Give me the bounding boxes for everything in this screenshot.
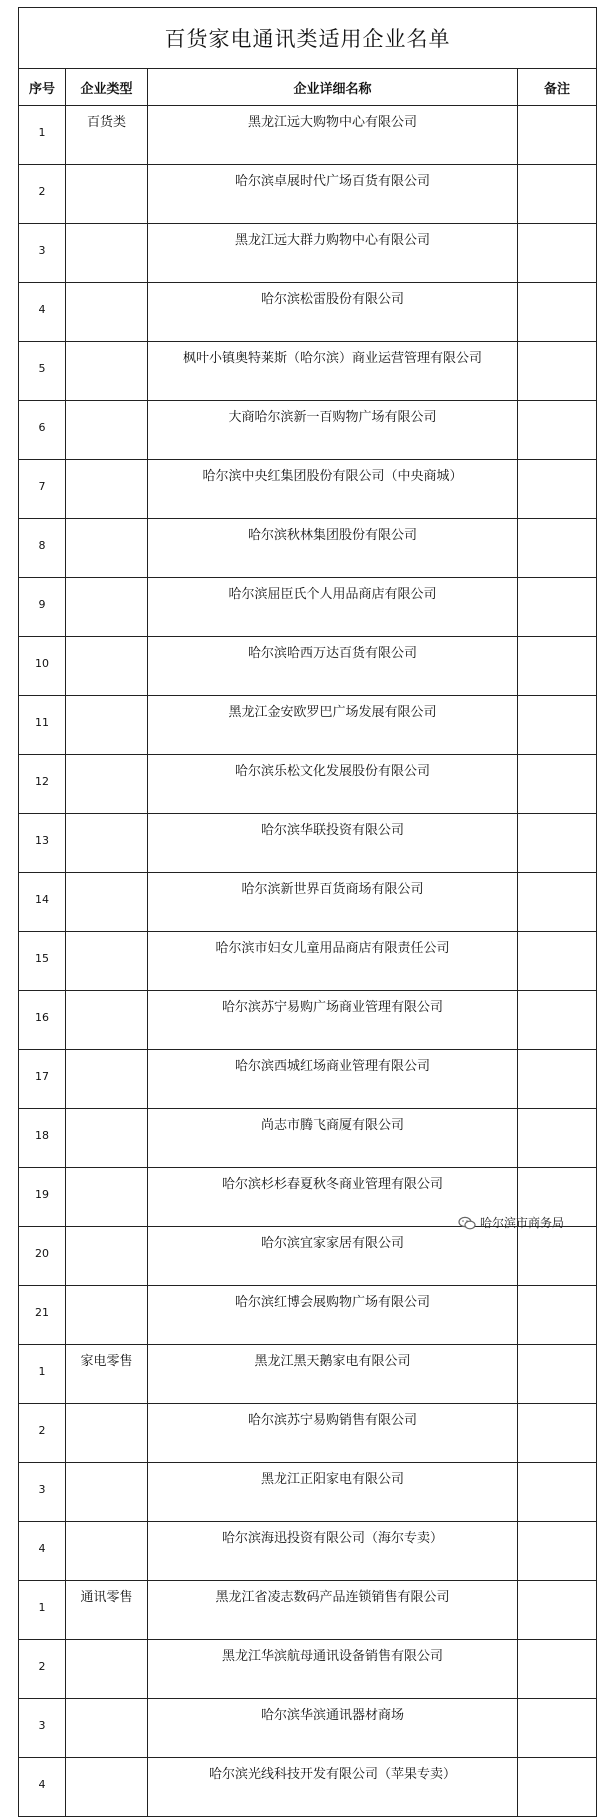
row-note [518, 1227, 597, 1286]
table-row [19, 578, 597, 637]
table-row [19, 165, 597, 224]
row-name: 哈尔滨秋林集团股份有限公司 [148, 519, 518, 578]
table-row [19, 873, 597, 932]
row-seq: 19 [19, 1168, 66, 1227]
row-name: 黑龙江省凌志数码产品连锁销售有限公司 [148, 1581, 518, 1640]
row-type [66, 1050, 148, 1109]
row-seq: 13 [19, 814, 66, 873]
row-note [518, 165, 597, 224]
row-name: 大商哈尔滨新一百购物广场有限公司 [148, 401, 518, 460]
table-row [19, 932, 597, 991]
table-row [19, 1758, 597, 1817]
table-row [19, 637, 597, 696]
row-name: 哈尔滨哈西万达百货有限公司 [148, 637, 518, 696]
row-seq: 4 [19, 1522, 66, 1581]
row-note [518, 519, 597, 578]
row-seq: 10 [19, 637, 66, 696]
row-note [518, 106, 597, 165]
row-seq: 1 [19, 106, 66, 165]
row-seq: 17 [19, 1050, 66, 1109]
row-name: 黑龙江金安欧罗巴广场发展有限公司 [148, 696, 518, 755]
row-name: 尚志市腾飞商厦有限公司 [148, 1109, 518, 1168]
table-row [19, 1640, 597, 1699]
wechat-icon [458, 1216, 476, 1230]
table-row [19, 342, 597, 401]
table-row [19, 1404, 597, 1463]
row-type [66, 932, 148, 991]
table-row [19, 814, 597, 873]
row-note [518, 460, 597, 519]
row-name: 哈尔滨杉杉春夏秋冬商业管理有限公司 [148, 1168, 518, 1227]
row-name: 黑龙江远大群力购物中心有限公司 [148, 224, 518, 283]
row-note [518, 1404, 597, 1463]
row-name: 哈尔滨光线科技开发有限公司（苹果专卖） [148, 1758, 518, 1817]
row-note [518, 401, 597, 460]
row-type [66, 1758, 148, 1817]
header-seq: 序号 [19, 69, 66, 106]
table-body [19, 106, 597, 1817]
row-type [66, 1404, 148, 1463]
row-type [66, 814, 148, 873]
row-type [66, 1463, 148, 1522]
row-seq: 2 [19, 165, 66, 224]
row-type [66, 578, 148, 637]
row-name: 哈尔滨华滨通讯器材商场 [148, 1699, 518, 1758]
row-note [518, 1109, 597, 1168]
table-row [19, 401, 597, 460]
row-seq: 18 [19, 1109, 66, 1168]
row-name: 哈尔滨市妇女儿童用品商店有限责任公司 [148, 932, 518, 991]
table-row [19, 1286, 597, 1345]
table-row [19, 1345, 597, 1404]
row-type [66, 637, 148, 696]
row-type [66, 283, 148, 342]
row-seq: 3 [19, 1463, 66, 1522]
row-note [518, 1699, 597, 1758]
row-name: 黑龙江华滨航母通讯设备销售有限公司 [148, 1640, 518, 1699]
row-note [518, 1463, 597, 1522]
row-type: 家电零售 [66, 1345, 148, 1404]
table-row [19, 1699, 597, 1758]
row-note [518, 991, 597, 1050]
row-type: 百货类 [66, 106, 148, 165]
table-row [19, 1522, 597, 1581]
row-name: 哈尔滨乐松文化发展股份有限公司 [148, 755, 518, 814]
row-seq: 2 [19, 1404, 66, 1463]
row-note [518, 696, 597, 755]
row-seq: 9 [19, 578, 66, 637]
table-row [19, 1581, 597, 1640]
row-note [518, 814, 597, 873]
header-name: 企业详细名称 [148, 69, 518, 106]
table-title: 百货家电通讯类适用企业名单 [19, 8, 597, 69]
header-type: 企业类型 [66, 69, 148, 106]
row-seq: 8 [19, 519, 66, 578]
row-note [518, 1050, 597, 1109]
table-row [19, 1109, 597, 1168]
row-type [66, 1640, 148, 1699]
row-type: 通讯零售 [66, 1581, 148, 1640]
row-note [518, 1640, 597, 1699]
row-note [518, 342, 597, 401]
row-note [518, 283, 597, 342]
row-note [518, 873, 597, 932]
row-note [518, 1522, 597, 1581]
row-name: 哈尔滨红博会展购物广场有限公司 [148, 1286, 518, 1345]
row-seq: 12 [19, 755, 66, 814]
row-name: 枫叶小镇奥特莱斯（哈尔滨）商业运营管理有限公司 [148, 342, 518, 401]
row-name: 哈尔滨中央红集团股份有限公司（中央商城） [148, 460, 518, 519]
row-note [518, 1286, 597, 1345]
table-row [19, 1463, 597, 1522]
row-name: 哈尔滨海迅投资有限公司（海尔专卖） [148, 1522, 518, 1581]
row-seq: 16 [19, 991, 66, 1050]
row-type [66, 460, 148, 519]
table-row [19, 224, 597, 283]
row-seq: 4 [19, 1758, 66, 1817]
table-row [19, 991, 597, 1050]
row-note [518, 1581, 597, 1640]
row-seq: 14 [19, 873, 66, 932]
row-name: 哈尔滨宜家家居有限公司 [148, 1227, 518, 1286]
row-name: 哈尔滨苏宁易购销售有限公司 [148, 1404, 518, 1463]
row-name: 黑龙江黑天鹅家电有限公司 [148, 1345, 518, 1404]
row-type [66, 519, 148, 578]
row-name: 哈尔滨屈臣氏个人用品商店有限公司 [148, 578, 518, 637]
row-type [66, 991, 148, 1050]
table-row [19, 755, 597, 814]
row-note [518, 637, 597, 696]
row-type [66, 1168, 148, 1227]
row-name: 黑龙江正阳家电有限公司 [148, 1463, 518, 1522]
row-type [66, 873, 148, 932]
row-type [66, 1109, 148, 1168]
row-seq: 2 [19, 1640, 66, 1699]
row-type [66, 1227, 148, 1286]
row-name: 黑龙江远大购物中心有限公司 [148, 106, 518, 165]
row-type [66, 1699, 148, 1758]
row-type [66, 1522, 148, 1581]
row-name: 哈尔滨华联投资有限公司 [148, 814, 518, 873]
row-type [66, 165, 148, 224]
watermark-text: 哈尔滨市商务局 [480, 1216, 565, 1230]
table-row [19, 106, 597, 165]
row-seq: 1 [19, 1345, 66, 1404]
table-row [19, 283, 597, 342]
row-note [518, 755, 597, 814]
row-type [66, 755, 148, 814]
table-row [19, 519, 597, 578]
row-name: 哈尔滨卓展时代广场百货有限公司 [148, 165, 518, 224]
row-type [66, 696, 148, 755]
table-row [19, 1050, 597, 1109]
row-name: 哈尔滨松雷股份有限公司 [148, 283, 518, 342]
row-seq: 1 [19, 1581, 66, 1640]
table-row [19, 460, 597, 519]
row-type [66, 342, 148, 401]
row-seq: 6 [19, 401, 66, 460]
row-type [66, 401, 148, 460]
row-note [518, 224, 597, 283]
row-type [66, 1286, 148, 1345]
enterprise-table [18, 7, 597, 1817]
row-type [66, 224, 148, 283]
table-row [19, 1227, 597, 1286]
table-row [19, 696, 597, 755]
row-note [518, 1345, 597, 1404]
row-note [518, 1758, 597, 1817]
row-seq: 3 [19, 224, 66, 283]
row-name: 哈尔滨苏宁易购广场商业管理有限公司 [148, 991, 518, 1050]
row-seq: 21 [19, 1286, 66, 1345]
row-note [518, 578, 597, 637]
row-seq: 3 [19, 1699, 66, 1758]
row-note [518, 932, 597, 991]
row-seq: 4 [19, 283, 66, 342]
watermark [458, 1214, 564, 1231]
row-seq: 5 [19, 342, 66, 401]
row-name: 哈尔滨新世界百货商场有限公司 [148, 873, 518, 932]
row-seq: 15 [19, 932, 66, 991]
row-seq: 7 [19, 460, 66, 519]
row-seq: 20 [19, 1227, 66, 1286]
row-seq: 11 [19, 696, 66, 755]
row-name: 哈尔滨西城红场商业管理有限公司 [148, 1050, 518, 1109]
header-note: 备注 [518, 69, 597, 106]
